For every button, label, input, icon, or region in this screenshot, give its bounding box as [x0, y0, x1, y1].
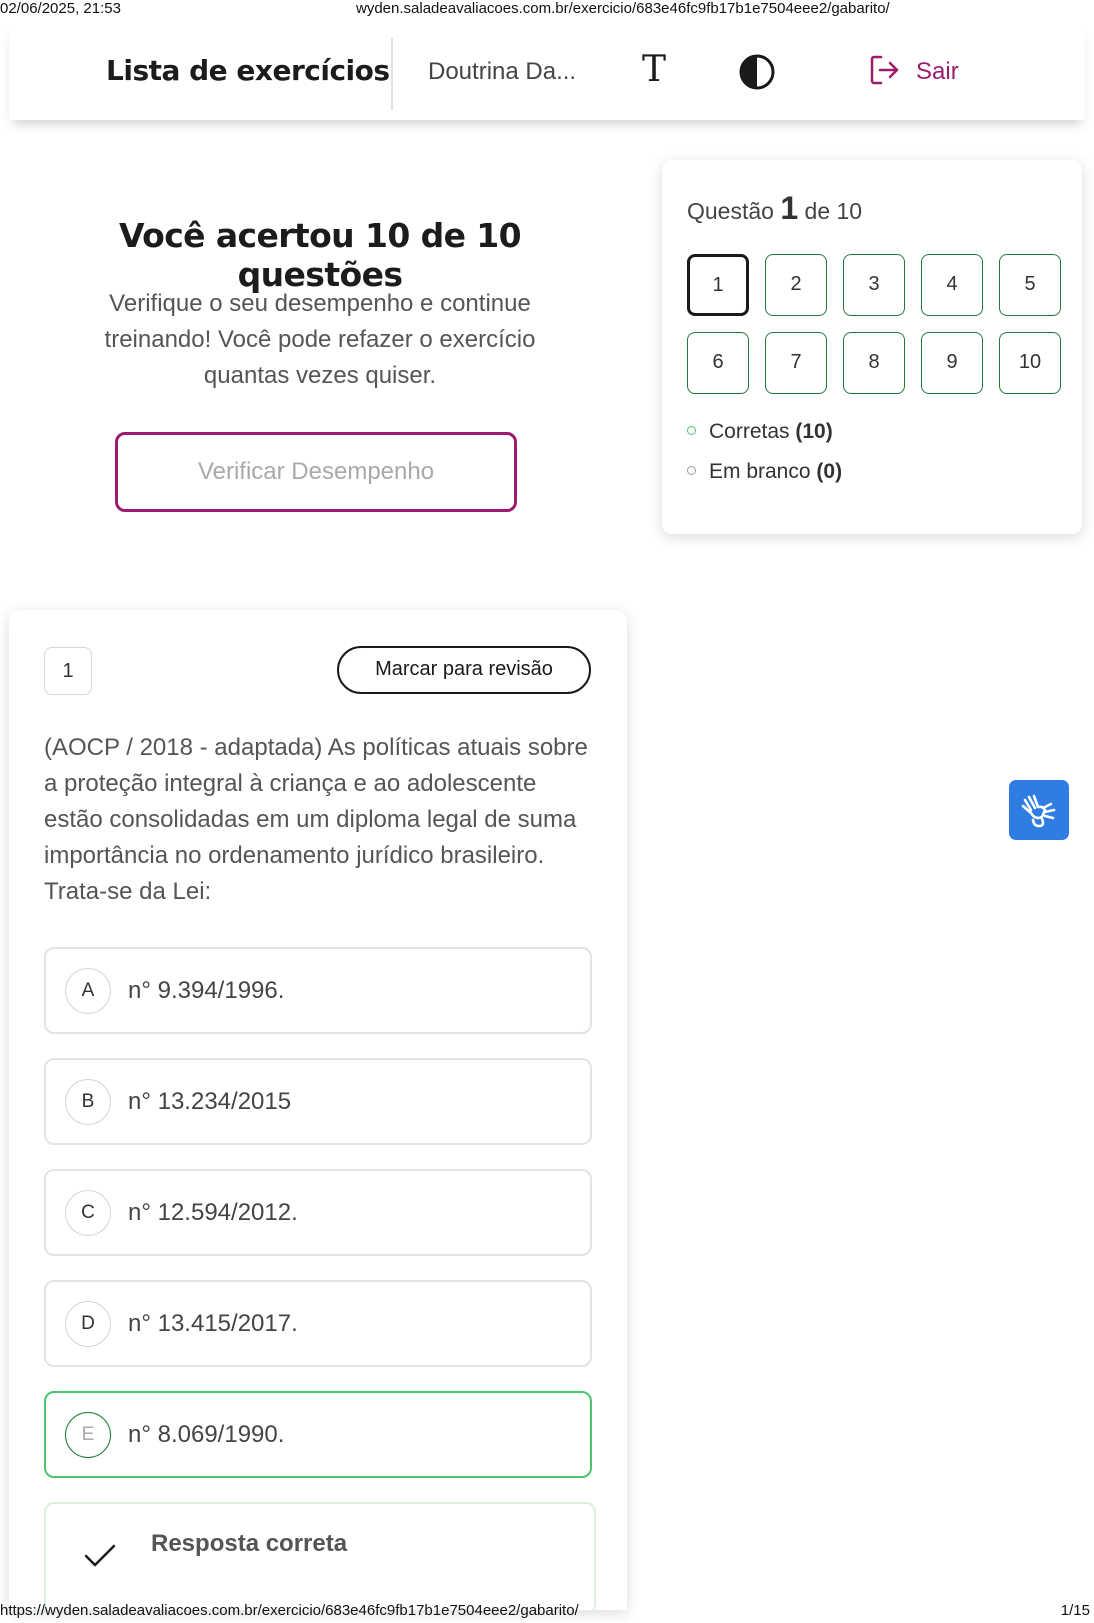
question-nav-5[interactable]: 5 [999, 254, 1061, 316]
question-nav-10[interactable]: 10 [999, 332, 1061, 394]
sign-language-button[interactable] [1009, 780, 1069, 840]
font-size-icon[interactable]: T [641, 49, 666, 90]
answer-label: Resposta correta [151, 1530, 348, 1557]
option-text: n° 9.394/1996. [128, 977, 285, 1004]
question-number: 1 [44, 647, 92, 695]
question-nav-7[interactable]: 7 [765, 332, 827, 394]
print-datetime: 02/06/2025, 21:53 [0, 0, 121, 17]
subject-name: Doutrina Da... [428, 58, 577, 85]
question-nav-6[interactable]: 6 [687, 332, 749, 394]
option-letter: E [65, 1412, 111, 1458]
print-footer [0, 1602, 1094, 1622]
question-text: (AOCP / 2018 - adaptada) As políticas atuais sobre a proteção integral à criança e ao adolescente estão consolidadas em um diploma legal de suma importância no ordenamento jurídico brasileiro. Trata-se da Lei: [44, 734, 588, 905]
question-nav-2[interactable]: 2 [765, 254, 827, 316]
answer-feedback [44, 1502, 596, 1614]
legend-blank [687, 460, 842, 484]
print-footer-url: https://wyden.saladeavaliacoes.com.br/exercicio/683e46fc9fb17b1e7504eee2/gabarito/ [0, 1602, 579, 1619]
blank-dot-icon [687, 466, 696, 475]
print-page-number: 1/15 [1060, 1602, 1090, 1619]
header-divider [391, 38, 393, 110]
checkmark-icon [84, 1544, 116, 1573]
question-nav-9[interactable]: 9 [921, 332, 983, 394]
option-letter: B [65, 1079, 111, 1125]
logout-button[interactable] [868, 52, 959, 92]
question-nav-3[interactable]: 3 [843, 254, 905, 316]
question-nav-4[interactable]: 4 [921, 254, 983, 316]
question-counter [687, 190, 862, 227]
question-counter-prefix: Questão [687, 198, 774, 224]
option-letter: D [65, 1301, 111, 1347]
correct-dot-icon [687, 426, 696, 435]
question-nav-1[interactable]: 1 [687, 254, 749, 316]
question-navigator [662, 160, 1082, 534]
contrast-icon[interactable] [739, 54, 775, 90]
option-d[interactable] [44, 1280, 592, 1367]
logout-icon [868, 53, 902, 92]
option-text: n° 12.594/2012. [128, 1199, 298, 1226]
legend-correct-count: (10) [795, 420, 833, 443]
option-e[interactable] [44, 1391, 592, 1478]
option-text: n° 13.234/2015 [128, 1088, 292, 1115]
question-counter-suffix: de 10 [804, 198, 863, 224]
mark-for-review-button[interactable]: Marcar para revisão [337, 646, 591, 694]
sign-language-icon [1009, 827, 1069, 844]
option-text: n° 8.069/1990. [128, 1421, 285, 1448]
option-letter: A [65, 968, 111, 1014]
legend-correct [687, 420, 833, 444]
print-url: wyden.saladeavaliacoes.com.br/exercicio/683e46fc9fb17b1e7504eee2/gabarito/ [356, 0, 890, 17]
result-description: Verifique o seu desempenho e continue treinando! Você pode refazer o exercício quantas vezes quiser. [104, 290, 536, 389]
top-bar [9, 24, 1085, 120]
question-counter-current: 1 [780, 190, 799, 226]
page-title: Lista de exercícios [106, 54, 390, 87]
option-letter: C [65, 1190, 111, 1236]
result-title: Você acertou 10 de 10 questões [119, 216, 521, 294]
option-c[interactable] [44, 1169, 592, 1256]
question-nav-8[interactable]: 8 [843, 332, 905, 394]
print-header [0, 0, 1094, 18]
verify-performance-button[interactable]: Verificar Desempenho [115, 432, 517, 512]
option-b[interactable] [44, 1058, 592, 1145]
option-text: n° 13.415/2017. [128, 1310, 298, 1337]
legend-correct-label: Corretas [709, 420, 790, 443]
legend-blank-count: (0) [816, 460, 843, 483]
option-a[interactable] [44, 947, 592, 1034]
logout-label: Sair [916, 58, 959, 85]
legend-blank-label: Em branco [709, 460, 811, 483]
